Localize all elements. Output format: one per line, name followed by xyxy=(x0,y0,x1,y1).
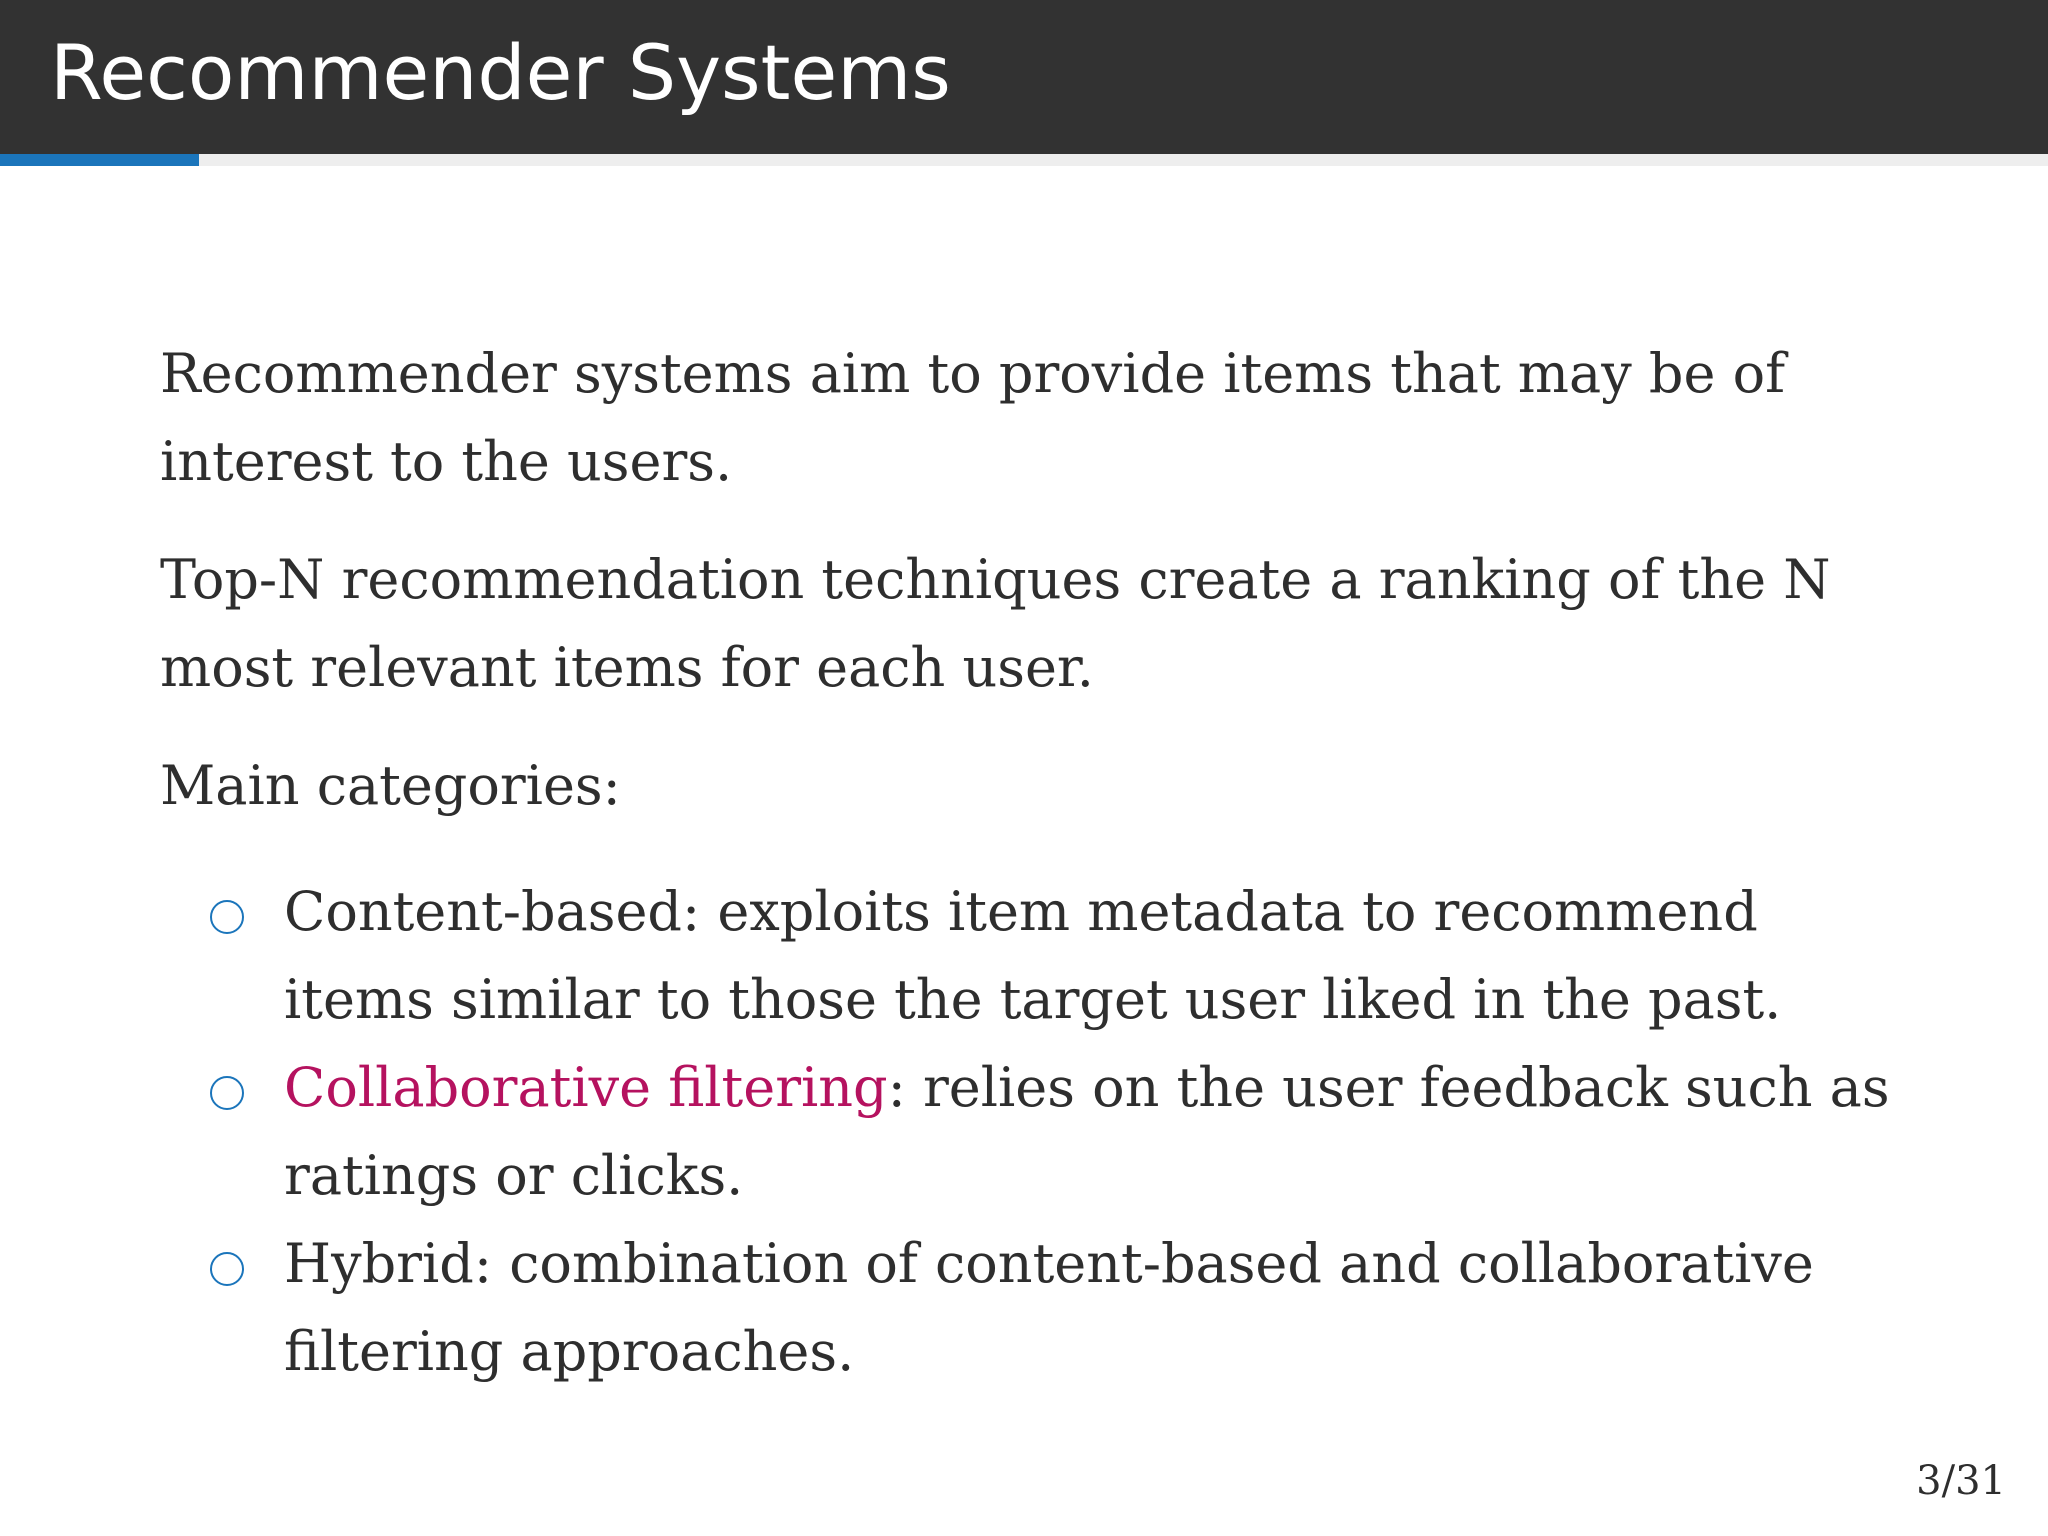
category-term-hybrid: Hybrid xyxy=(284,1232,474,1295)
slide-title: Recommender Systems xyxy=(50,28,951,117)
hollow-circle-bullet-icon xyxy=(210,900,244,934)
category-description: relies on the user feedback such as ratings or clicks. xyxy=(284,1056,1890,1207)
list-item xyxy=(160,1044,1900,1220)
list-item xyxy=(160,868,1900,1044)
slide-body xyxy=(160,330,1900,1396)
category-separator: : xyxy=(473,1232,510,1295)
list-item xyxy=(160,1220,1900,1396)
category-term-collaborative-filtering: Collaborative filtering xyxy=(284,1056,888,1119)
category-term-content-based: Content-based xyxy=(284,880,682,943)
intro-paragraph: Recommender systems aim to provide items that may be of interest to the users. xyxy=(160,342,1786,493)
category-list xyxy=(160,868,1900,1396)
slide-progress-fill xyxy=(0,154,199,166)
category-separator: : xyxy=(887,1056,923,1119)
slide-progress-bar xyxy=(0,154,2048,166)
top-n-paragraph: Top-N recommendation techniques create a ranking of the N most relevant items for each user. xyxy=(160,548,1831,699)
hollow-circle-bullet-icon xyxy=(210,1076,244,1110)
category-separator: : xyxy=(682,880,718,943)
hollow-circle-bullet-icon xyxy=(210,1252,244,1286)
slide-header xyxy=(0,0,2048,154)
category-description: exploits item metadata to recommend items similar to those the target user liked in the past. xyxy=(284,880,1782,1031)
page-number: 3/31 xyxy=(1916,1458,2006,1504)
categories-heading: Main categories: xyxy=(160,754,621,817)
category-description: combination of content-based and collaborative filtering approaches. xyxy=(284,1232,1814,1383)
